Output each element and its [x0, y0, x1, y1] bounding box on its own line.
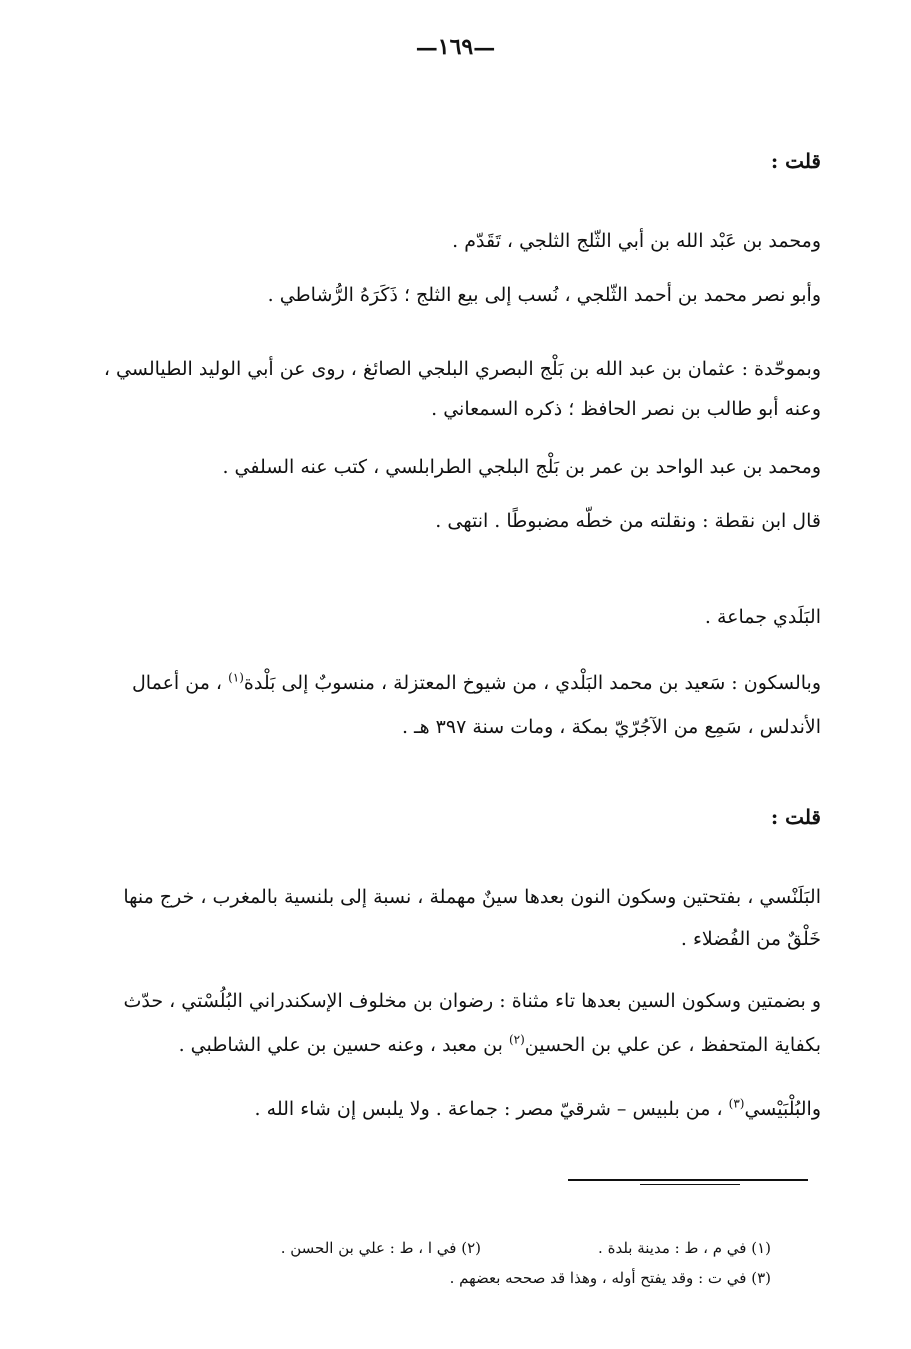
heading-qult-2: قلت : — [770, 805, 821, 829]
entry-balansi-line1: البَلَنْسي ، بفتحتين وسكون النون بعدها سينٌ مهملة ، نسبة إلى بلنسية بالمغرب ، خرج منها — [123, 886, 821, 908]
entry-bulbaysi-text-b: ، من بلبيس – شرقيّ مصر : جماعة . ولا يلبس إن شاء الله . — [254, 1098, 723, 1120]
footnote-separator-inner — [640, 1184, 740, 1185]
footnote-ref-3: (٣) — [728, 1096, 745, 1111]
entry-bulusti-line2 — [80, 1026, 821, 1064]
entry-bulusti-line1: و بضمتين وسكون السين بعدها تاء مثناة : رضوان بن مخلوف الإسكندراني البُلُسْتي ، حدّث — [123, 990, 821, 1012]
page-number-dash-right: — — [473, 35, 496, 61]
page-number-value: ١٦٩ — [437, 34, 474, 60]
entry-balji-1-line2: وعنه أبو طالب بن نصر الحافظ ؛ ذكره السمعاني . — [431, 398, 821, 420]
page-number — [0, 34, 911, 61]
entry-bulusti-text-b: بن معبد ، وعنه حسين بن علي الشاطبي . — [178, 1034, 503, 1056]
entry-bulusti-text-a: بكفاية المتحفظ ، عن علي بن الحسين — [524, 1034, 821, 1056]
entry-balansi-line2: خَلْقٌ من الفُضلاء . — [680, 928, 821, 950]
footnote-ref-2: (٢) — [508, 1032, 525, 1047]
entry-baldi-line2: الأندلس ، سَمِع من الآجُرّيّ بمكة ، ومات سنة ٣٩٧ هـ . — [401, 716, 821, 738]
entry-baldi-text-b: ، من أعمال — [132, 672, 223, 694]
entry-bulbaysi-text-a: والبُلْبَيْسي — [744, 1098, 821, 1120]
entry-baldi-line1 — [80, 664, 821, 702]
entry-balji-2: ومحمد بن عبد الواحد بن عمر بن بَلْج البلجي الطرابلسي ، كتب عنه السلفي . — [222, 456, 821, 478]
entry-baladi: البَلَدي جماعة . — [704, 606, 821, 628]
entry-thalji-2: وأبو نصر محمد بن أحمد الثّلجي ، نُسب إلى بيع الثلج ؛ ذَكَرَهُ الرُّشاطي . — [267, 284, 821, 306]
heading-qult-1: قلت : — [770, 149, 821, 173]
entry-ibn-nuqta: قال ابن نقطة : ونقلته من خطّه مضبوطًا . انتهى . — [435, 510, 821, 532]
entry-thalji-1: ومحمد بن عَبْد الله بن أبي الثّلج الثلجي ، تَقَدّم . — [452, 230, 821, 252]
entry-balji-1-line1: وبموحّدة : عثمان بن عبد الله بن بَلْج البصري البلجي الصائغ ، روى عن أبي الوليد الطيالسي ، — [103, 358, 821, 380]
footnote-2: (٢) في ا ، ط : علي بن الحسن . — [280, 1239, 481, 1257]
footnote-ref-1: (١) — [228, 670, 244, 685]
footnote-1: (١) في م ، ط : مدينة بلدة . — [598, 1239, 771, 1257]
entry-baldi-text-a: وبالسكون : سَعيد بن محمد البَلْدي ، من شيوخ المعتزلة ، منسوبٌ إلى بَلْدة — [243, 672, 821, 694]
footnote-3: (٣) في ت : وقد يفتح أوله ، وهذا قد صححه بعضهم . — [449, 1269, 771, 1287]
entry-bulbaysi — [80, 1090, 821, 1128]
page-number-dash-left: — — [415, 35, 438, 61]
footnote-separator — [568, 1179, 808, 1181]
